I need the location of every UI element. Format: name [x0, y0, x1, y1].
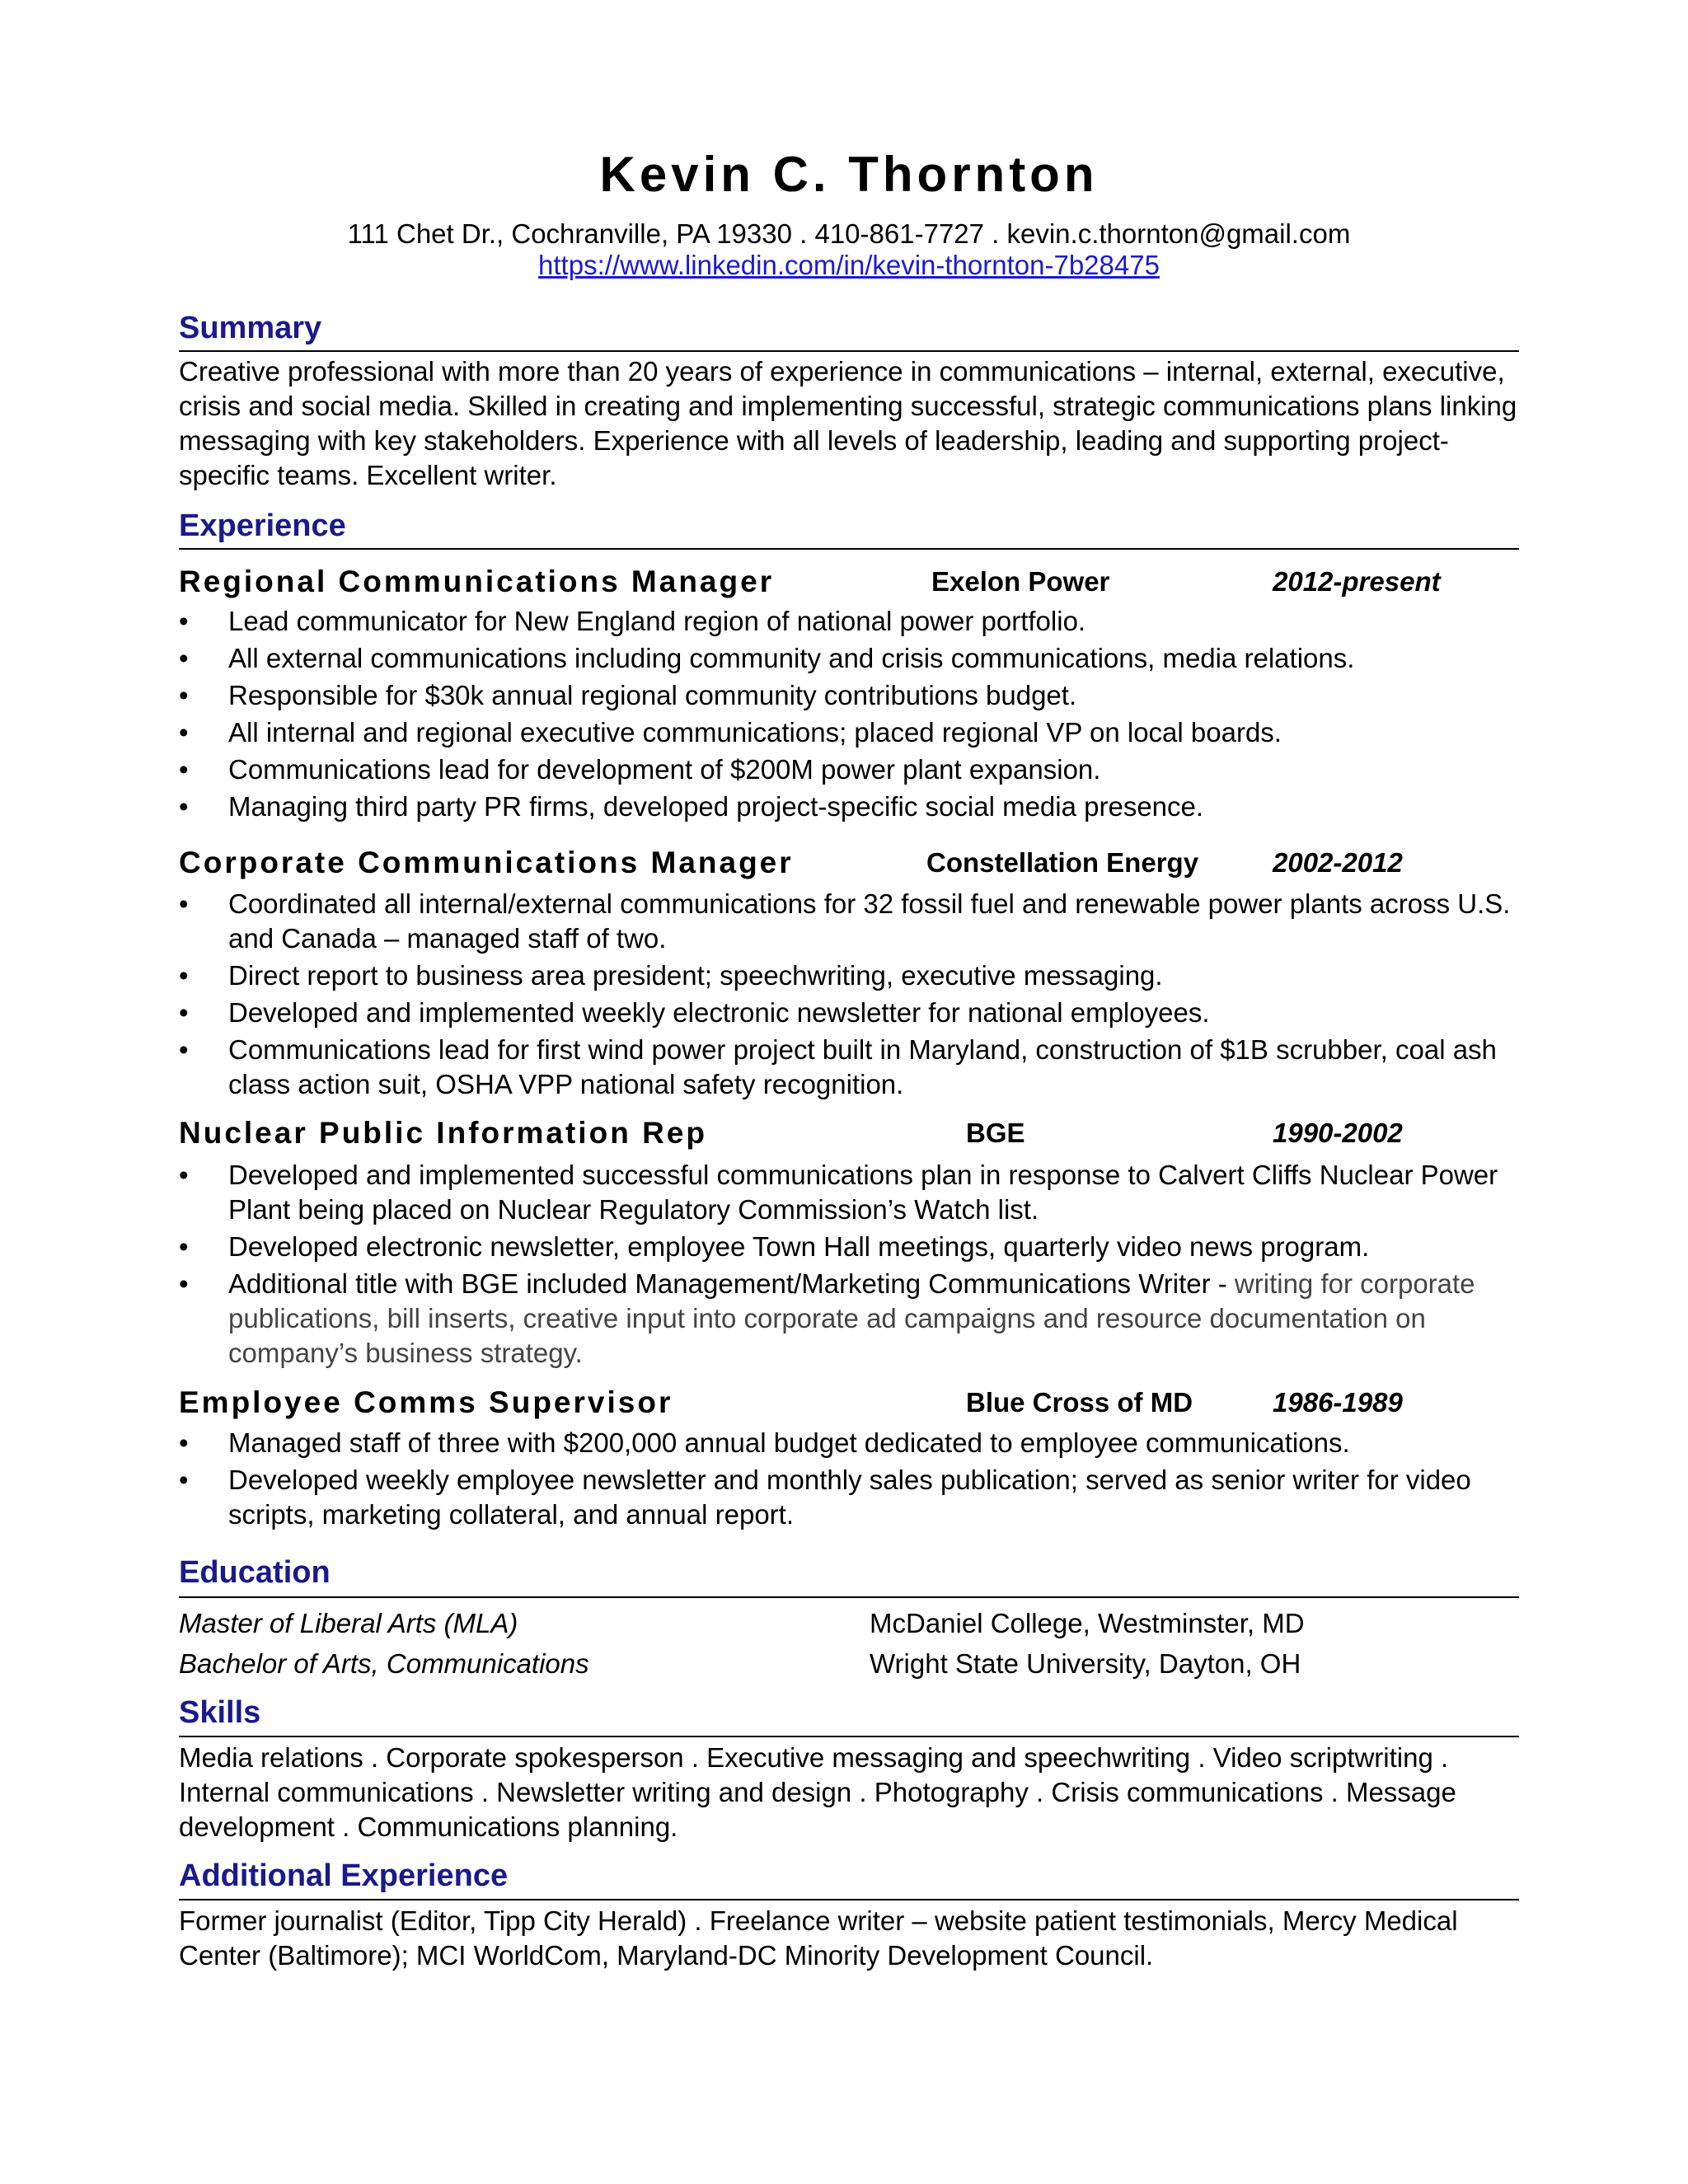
education-row [179, 1644, 1519, 1684]
education-degree: Bachelor of Arts, Communications [179, 1648, 589, 1679]
list-item: • Developed and implemented weekly electronic newsletter for national employees. [179, 996, 1519, 1030]
job-bullets [179, 1426, 1519, 1535]
education-rule [179, 1596, 1519, 1598]
job-dates: 1986-1989 [1273, 1387, 1403, 1418]
summary-rule [179, 350, 1519, 352]
job-company: Blue Cross of MD [966, 1387, 1193, 1418]
linkedin-line [179, 249, 1519, 282]
job-header [179, 1115, 1519, 1151]
job-title: Nuclear Public Information Rep [179, 1116, 707, 1150]
skills-text: Media relations . Corporate spokesperson . Executive messaging and speechwriting . Video scriptwriting . Internal communications . Newsletter writing and design . Photography . Crisis communications . Message development . Communications planning. [179, 1742, 1456, 1842]
list-item: • Managing third party PR firms, developed project-specific social media presence. [179, 790, 1519, 824]
list-item: • All internal and regional executive communications; placed regional VP on local boards. [179, 715, 1519, 750]
list-item: • Communications lead for development of $200M power plant expansion. [179, 752, 1519, 787]
summary-text: Creative professional with more than 20 years of experience in communications – internal, external, executive, crisis and social media. Skilled in creating and implementing successful, strategic communications plans linking messaging with key stakeholders. Experience with all levels of leadership, leading and supporting project-specific teams. Excellent writer. [179, 356, 1517, 490]
contact-line: 111 Chet Dr., Cochranville, PA 19330 . 410-861-7727 . kevin.c.thornton@gmail.com [347, 218, 1351, 249]
list-item: • Developed and implemented successful communications plan in response to Calvert Cliffs Nuclear Power Plant being placed on Nuclear Regulatory Commission’s Watch list. [179, 1158, 1519, 1227]
job-bullets [179, 604, 1519, 827]
list-item: • Coordinated all internal/external communications for 32 fossil fuel and renewable power plants across U.S. and Canada – managed staff of two. [179, 887, 1519, 956]
job-company: Constellation Energy [926, 847, 1199, 878]
list-item: • Lead communicator for New England region of national power portfolio. [179, 604, 1519, 639]
list-item: • Communications lead for first wind power project built in Maryland, construction of $1B scrubber, coal ash class action suit, OSHA VPP national safety recognition. [179, 1033, 1519, 1102]
list-item: • Direct report to business area president; speechwriting, executive messaging. [179, 958, 1519, 993]
job-header [179, 1385, 1519, 1421]
education-school: McDaniel College, Westminster, MD [870, 1608, 1305, 1638]
job-dates: 2012-present [1273, 566, 1441, 597]
job-dates: 1990-2002 [1273, 1118, 1403, 1148]
candidate-name: Kevin C. Thornton [599, 147, 1099, 202]
job-title: Employee Comms Supervisor [179, 1385, 673, 1419]
list-item [179, 1267, 1519, 1371]
linkedin-link[interactable]: https://www.linkedin.com/in/kevin-thornton-7b28475 [538, 250, 1160, 280]
list-item: • All external communications including community and crisis communications, media relations. [179, 641, 1519, 676]
list-item: • Managed staff of three with $200,000 annual budget dedicated to employee communications. [179, 1426, 1519, 1460]
bullet-lead-text: Additional title with BGE included Management/Marketing Communications Writer - [228, 1268, 1235, 1299]
additional-experience-text: Former journalist (Editor, Tipp City Herald) . Freelance writer – website patient testimonials, Mercy Medical Center (Baltimore); MCI WorldCom, Maryland-DC Minority Development Council. [179, 1905, 1458, 1971]
bullet-gray-text: writing for corporate publications, bill inserts, creative input into corporate ad campaigns and resource documentation on company’s business strategy. [228, 1268, 1475, 1368]
job-title: Regional Communications Manager [179, 565, 775, 598]
education-heading: Education [179, 1555, 331, 1590]
education-school: Wright State University, Dayton, OH [870, 1648, 1301, 1679]
job-header [179, 564, 1519, 600]
job-company: Exelon Power [931, 566, 1110, 597]
job-dates: 2002-2012 [1273, 847, 1403, 878]
education-row [179, 1604, 1519, 1643]
list-item: • Developed electronic newsletter, employee Town Hall meetings, quarterly video news program. [179, 1230, 1519, 1264]
list-item: • Developed weekly employee newsletter and monthly sales publication; served as senior writer for video scripts, marketing collateral, and annual report. [179, 1463, 1519, 1532]
job-bullets [179, 887, 1519, 1104]
job-title: Corporate Communications Manager [179, 846, 794, 879]
skills-rule [179, 1736, 1519, 1737]
job-company: BGE [966, 1118, 1025, 1148]
experience-rule [179, 548, 1519, 550]
list-item: • Responsible for $30k annual regional community contributions budget. [179, 678, 1519, 713]
experience-heading: Experience [179, 509, 346, 543]
summary-heading: Summary [179, 311, 322, 345]
education-degree: Master of Liberal Arts (MLA) [179, 1608, 518, 1638]
additional-experience-heading: Additional Experience [179, 1858, 509, 1893]
job-bullets [179, 1158, 1519, 1373]
additional-experience-rule [179, 1899, 1519, 1900]
job-header [179, 845, 1519, 881]
skills-heading: Skills [179, 1695, 261, 1730]
